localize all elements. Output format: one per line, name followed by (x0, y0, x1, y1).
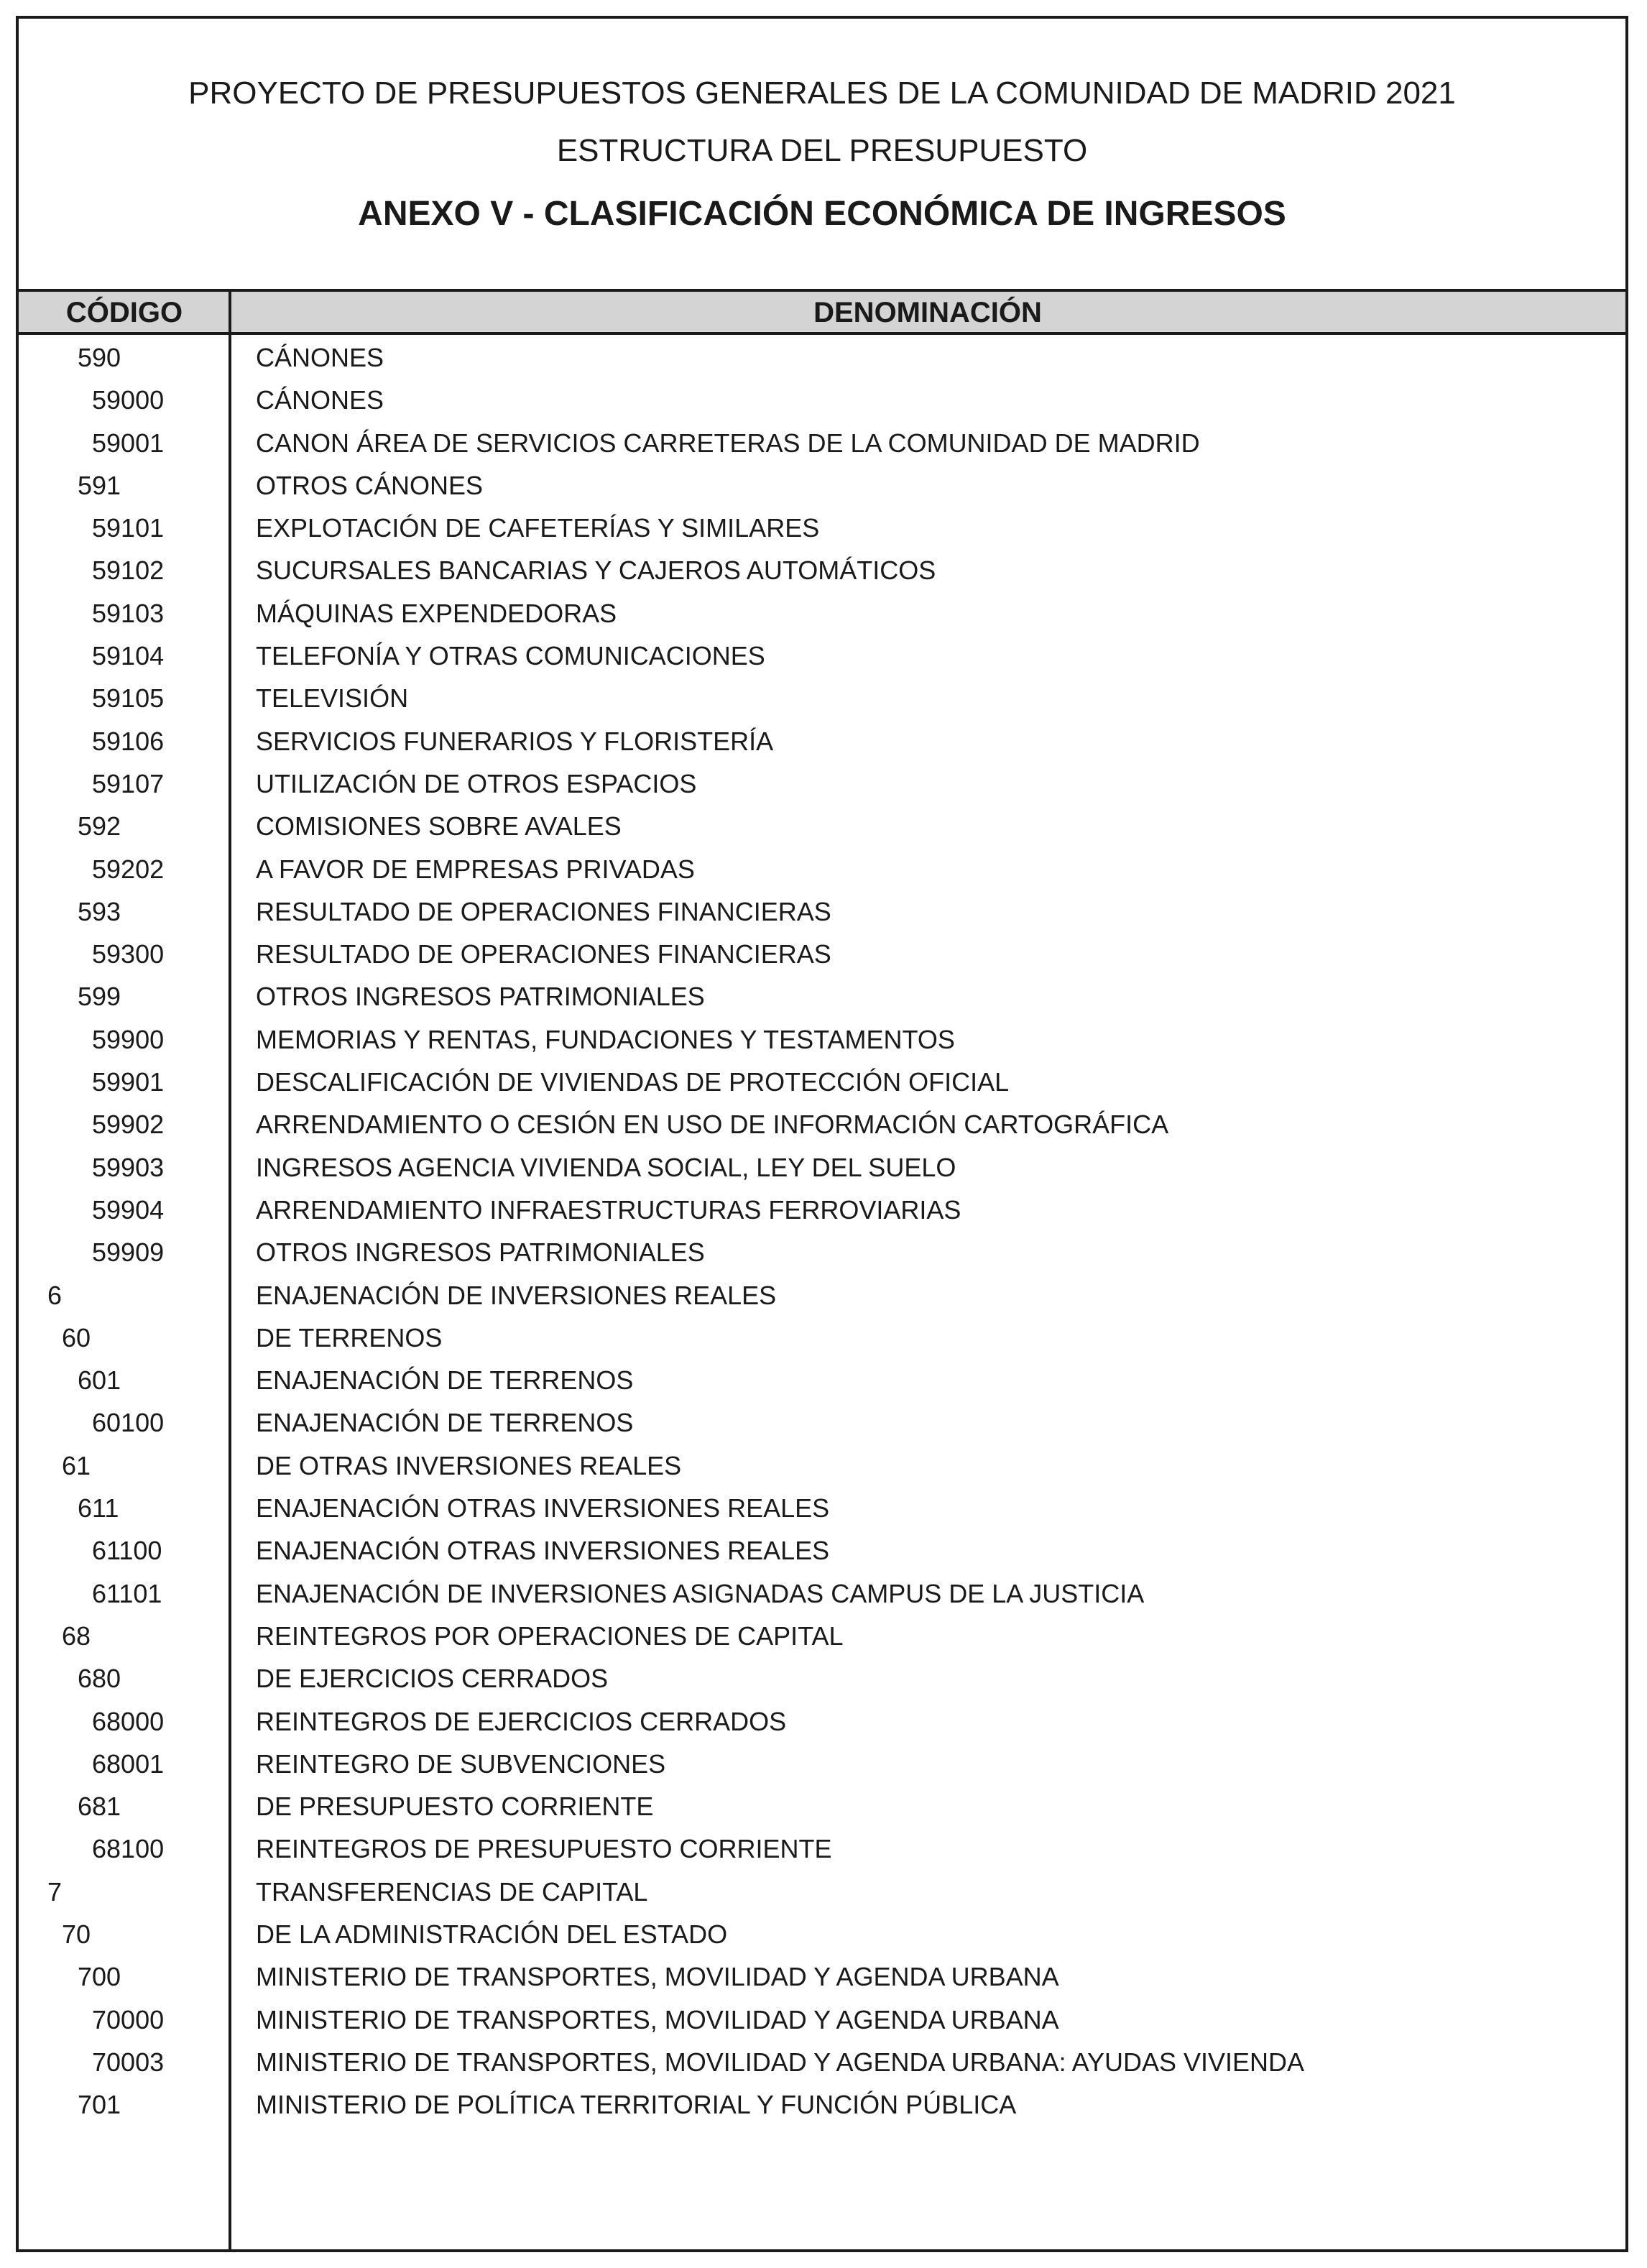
table-row (19, 978, 1625, 1020)
row-code: 60100 (92, 1408, 165, 1438)
table-row (19, 1447, 1625, 1490)
table-row (19, 2086, 1625, 2129)
row-denomination: DE TERRENOS (256, 1322, 443, 1352)
table-row (19, 595, 1625, 637)
row-code: 592 (78, 811, 121, 842)
row-denomination: TELEFONÍA Y OTRAS COMUNICACIONES (256, 641, 765, 671)
row-code: 70003 (92, 2047, 165, 2077)
table-row (19, 936, 1625, 978)
row-code: 59102 (92, 556, 165, 586)
row-denomination: REINTEGROS DE PRESUPUESTO CORRIENTE (256, 1834, 832, 1864)
row-code: 68001 (92, 1748, 165, 1779)
row-denomination: SUCURSALES BANCARIAS Y CAJEROS AUTOMÁTICOS (256, 556, 936, 586)
row-denomination: CÁNONES (256, 343, 384, 372)
row-code: 61101 (92, 1578, 162, 1608)
table-row (19, 382, 1625, 424)
row-denomination: OTROS INGRESOS PATRIMONIALES (256, 982, 705, 1012)
table-row (19, 1703, 1625, 1746)
row-code: 59202 (92, 854, 165, 884)
table-row (19, 2001, 1625, 2044)
row-denomination: DESCALIFICACIÓN DE VIVIENDAS DE PROTECCIÓN OFICIAL (256, 1067, 1010, 1097)
table-row (19, 339, 1625, 382)
row-denomination: ARRENDAMIENTO O CESIÓN EN USO DE INFORMACIÓN CARTOGRÁFICA (256, 1110, 1169, 1140)
row-denomination: SERVICIOS FUNERARIOS Y FLORISTERÍA (256, 726, 774, 756)
row-denomination: TRANSFERENCIAS DE CAPITAL (256, 1876, 648, 1907)
column-header-name: DENOMINACIÓN (813, 297, 1042, 328)
row-denomination: DE OTRAS INVERSIONES REALES (256, 1450, 682, 1480)
table-row (19, 1064, 1625, 1106)
row-code: 59103 (92, 598, 165, 628)
table-row (19, 851, 1625, 893)
row-code: 59903 (92, 1152, 165, 1182)
row-denomination: ENAJENACIÓN DE TERRENOS (256, 1365, 634, 1396)
row-code: 599 (78, 982, 121, 1012)
row-code: 59909 (92, 1237, 165, 1268)
row-denomination: RESULTADO DE OPERACIONES FINANCIERAS (256, 896, 831, 926)
row-denomination: A FAVOR DE EMPRESAS PRIVADAS (256, 854, 695, 884)
row-code: 60 (62, 1322, 91, 1352)
row-code: 59107 (92, 768, 165, 798)
row-denomination: CANON ÁREA DE SERVICIOS CARRETERAS DE LA COMUNIDAD DE MADRID (256, 428, 1200, 458)
row-code: 680 (78, 1664, 121, 1694)
table-row (19, 1746, 1625, 1788)
row-denomination: MEMORIAS Y RENTAS, FUNDACIONES Y TESTAMENTOS (256, 1024, 955, 1054)
row-code: 61 (62, 1450, 91, 1480)
row-code: 59902 (92, 1110, 165, 1140)
row-code: 593 (78, 896, 121, 926)
row-denomination: ENAJENACIÓN OTRAS INVERSIONES REALES (256, 1493, 830, 1523)
row-code: 59300 (92, 939, 165, 969)
row-code: 601 (78, 1365, 121, 1396)
table-body (19, 339, 1625, 2129)
row-denomination: OTROS CÁNONES (256, 470, 484, 500)
table-row (19, 552, 1625, 594)
table-row (19, 2044, 1625, 2086)
row-denomination: ENAJENACIÓN DE INVERSIONES REALES (256, 1280, 777, 1310)
row-denomination: REINTEGRO DE SUBVENCIONES (256, 1748, 666, 1779)
row-denomination: COMISIONES SOBRE AVALES (256, 811, 622, 842)
table-row (19, 425, 1625, 467)
table-row (19, 1490, 1625, 1532)
row-code: 590 (78, 343, 121, 372)
table-row (19, 1404, 1625, 1447)
row-code: 59901 (92, 1067, 165, 1097)
table-row (19, 1788, 1625, 1830)
row-code: 68000 (92, 1706, 165, 1736)
row-code: 70000 (92, 2004, 165, 2034)
row-code: 611 (78, 1493, 119, 1523)
row-denomination: OTROS INGRESOS PATRIMONIALES (256, 1237, 705, 1268)
row-denomination: INGRESOS AGENCIA VIVIENDA SOCIAL, LEY DEL SUELO (256, 1152, 956, 1182)
document-header (19, 19, 1625, 292)
table-row (19, 467, 1625, 510)
row-denomination: TELEVISIÓN (256, 683, 409, 714)
table-row (19, 1873, 1625, 1916)
row-denomination: MINISTERIO DE TRANSPORTES, MOVILIDAD Y AGENDA URBANA: AYUDAS VIVIENDA (256, 2047, 1305, 2077)
table-row (19, 1149, 1625, 1191)
table-row (19, 1362, 1625, 1404)
row-code: 68 (62, 1621, 91, 1651)
table-row (19, 1660, 1625, 1702)
row-denomination: MÁQUINAS EXPENDEDORAS (256, 598, 617, 628)
row-denomination: MINISTERIO DE TRANSPORTES, MOVILIDAD Y AGENDA URBANA (256, 1962, 1059, 1992)
row-denomination: EXPLOTACIÓN DE CAFETERÍAS Y SIMILARES (256, 513, 820, 543)
row-denomination: ENAJENACIÓN OTRAS INVERSIONES REALES (256, 1536, 830, 1566)
table-row (19, 1106, 1625, 1148)
column-header-code: CÓDIGO (65, 297, 183, 328)
table-row (19, 1575, 1625, 1618)
table-row (19, 637, 1625, 680)
row-denomination: DE EJERCICIOS CERRADOS (256, 1664, 609, 1694)
row-code: 59106 (92, 726, 165, 756)
document-title: PROYECTO DE PRESUPUESTOS GENERALES DE LA COMUNIDAD DE MADRID 2021 (188, 75, 1456, 111)
row-code: 700 (78, 1962, 121, 1992)
table-row (19, 893, 1625, 936)
table-row (19, 1191, 1625, 1234)
row-code: 701 (78, 2090, 121, 2120)
row-code: 68100 (92, 1834, 165, 1864)
table-row (19, 510, 1625, 552)
row-code: 59105 (92, 683, 165, 714)
annex-title: ANEXO V - CLASIFICACIÓN ECONÓMICA DE INGRESOS (358, 195, 1286, 233)
row-code: 61100 (92, 1536, 162, 1566)
row-denomination: ENAJENACIÓN DE TERRENOS (256, 1408, 634, 1438)
row-code: 59104 (92, 641, 165, 671)
document-frame (16, 16, 1628, 2252)
row-code: 6 (47, 1280, 63, 1310)
row-denomination: CÁNONES (256, 385, 384, 415)
row-code: 591 (78, 470, 121, 500)
table-row (19, 1319, 1625, 1362)
row-denomination: DE LA ADMINISTRACIÓN DEL ESTADO (256, 1919, 728, 1949)
row-code: 59900 (92, 1024, 165, 1054)
row-denomination: MINISTERIO DE TRANSPORTES, MOVILIDAD Y AGENDA URBANA (256, 2004, 1059, 2034)
table-row (19, 1830, 1625, 1873)
row-code: 59000 (92, 385, 165, 415)
table-row (19, 765, 1625, 808)
table-row (19, 1234, 1625, 1276)
row-denomination: RESULTADO DE OPERACIONES FINANCIERAS (256, 939, 831, 969)
row-denomination: UTILIZACIÓN DE OTROS ESPACIOS (256, 768, 697, 798)
table-row (19, 1532, 1625, 1575)
table-row (19, 723, 1625, 765)
row-code: 59001 (92, 428, 165, 458)
table-row (19, 1021, 1625, 1064)
table-row (19, 1958, 1625, 2001)
table-row (19, 1618, 1625, 1660)
row-code: 70 (62, 1919, 91, 1949)
row-denomination: DE PRESUPUESTO CORRIENTE (256, 1792, 654, 1822)
row-denomination: ENAJENACIÓN DE INVERSIONES ASIGNADAS CAMPUS DE LA JUSTICIA (256, 1578, 1145, 1608)
row-denomination: REINTEGROS DE EJERCICIOS CERRADOS (256, 1706, 787, 1736)
table-row (19, 808, 1625, 850)
row-denomination: REINTEGROS POR OPERACIONES DE CAPITAL (256, 1621, 844, 1651)
row-denomination: MINISTERIO DE POLÍTICA TERRITORIAL Y FUNCIÓN PÚBLICA (256, 2090, 1017, 2120)
row-denomination: ARRENDAMIENTO INFRAESTRUCTURAS FERROVIARIAS (256, 1194, 961, 1225)
row-code: 681 (78, 1792, 121, 1822)
row-code: 7 (47, 1876, 63, 1907)
table-header (19, 292, 1625, 335)
table-row (19, 680, 1625, 722)
table-row (19, 1277, 1625, 1319)
row-code: 59904 (92, 1194, 165, 1225)
table-row (19, 1916, 1625, 1958)
document-subtitle: ESTRUCTURA DEL PRESUPUESTO (556, 133, 1088, 168)
row-code: 59101 (92, 513, 165, 543)
